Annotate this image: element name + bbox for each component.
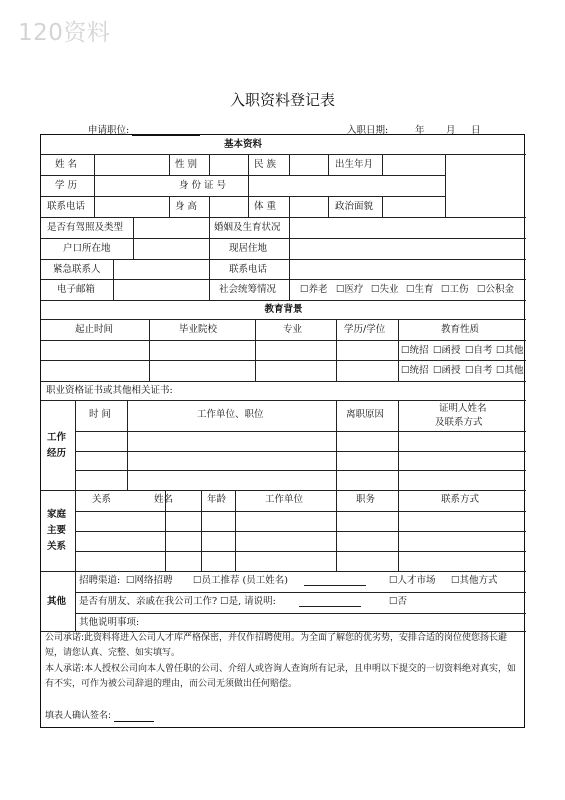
other-notes-label: 其他说明事项:	[79, 617, 140, 628]
label-gender: 性 别	[175, 159, 198, 170]
label-id-number: 身 份 证 号	[179, 180, 227, 191]
work-label-2: 经历	[47, 448, 67, 459]
checkbox-maternity[interactable]: ☐生育	[406, 284, 434, 295]
label-email: 电子邮箱	[57, 284, 96, 295]
family-col-relation: 关系	[92, 494, 112, 505]
work-col-unit: 工作单位、职位	[197, 409, 264, 420]
label-birth: 出生年月	[335, 159, 374, 170]
checkbox-talent-market[interactable]: ☐人才市场	[389, 575, 436, 586]
edu-col-period: 起止时间	[75, 324, 114, 335]
label-politics: 政治面貌	[335, 201, 374, 212]
checkbox-injury[interactable]: ☐工伤	[441, 284, 469, 295]
label-residence: 现居住地	[229, 243, 268, 254]
label-hukou: 户口所在地	[63, 243, 111, 254]
checkbox-edu1-selfstudy[interactable]: ☐自考	[465, 345, 493, 356]
certificates-label: 职业资格证书或其他相关证书:	[46, 385, 173, 396]
date-day: 日	[471, 125, 481, 136]
relatives-question: 是否有朋友、亲戚在我公司工作? ☐是, 请说明:	[79, 596, 276, 607]
checkbox-edu2-fulltime[interactable]: ☐统招	[401, 365, 429, 376]
checkbox-edu2-correspondence[interactable]: ☐函授	[433, 365, 461, 376]
work-col-reason: 离职原因	[346, 409, 385, 420]
relatives-explain-input[interactable]	[299, 606, 361, 607]
checkbox-medical[interactable]: ☐医疗	[336, 284, 364, 295]
label-weight: 体 重	[254, 201, 277, 212]
family-label-2: 主要	[47, 525, 67, 536]
date-year: 年	[415, 125, 425, 136]
label-contact-phone: 联系电话	[229, 264, 268, 275]
label-ethnicity: 民 族	[254, 159, 277, 170]
checkbox-unemployment[interactable]: ☐失业	[371, 284, 399, 295]
label-education: 学 历	[55, 180, 78, 191]
edu-col-school: 毕业院校	[179, 324, 218, 335]
date-label: 入职日期:	[347, 125, 389, 136]
watermark: 120资料	[18, 20, 111, 46]
form-title: 入职资料登记表	[229, 91, 335, 109]
work-label-1: 工作	[47, 432, 67, 443]
checkbox-online-recruitment[interactable]: ☐网络招聘	[126, 575, 173, 586]
work-col-time: 时 间	[89, 409, 112, 420]
work-col-reference-1: 证明人姓名	[439, 403, 487, 414]
signature-field	[45, 710, 154, 722]
edu-col-degree: 学历/学位	[344, 324, 386, 335]
section-basic-info: 基本资料	[223, 139, 262, 150]
label-driver-license: 是否有驾照及类型	[47, 222, 124, 233]
label-marriage: 婚姻及生育状况	[214, 222, 281, 233]
checkbox-edu2-other[interactable]: ☐其他	[496, 365, 524, 376]
checkbox-relatives-no[interactable]: ☐否	[389, 596, 408, 607]
checkbox-edu2-selfstudy[interactable]: ☐自考	[465, 365, 493, 376]
family-label-1: 家庭	[47, 509, 67, 520]
family-col-name: 姓名	[154, 494, 174, 505]
checkbox-other-channel[interactable]: ☐其他方式	[451, 575, 498, 586]
date-month: 月	[446, 125, 456, 136]
checkbox-edu1-other[interactable]: ☐其他	[496, 345, 524, 356]
checkbox-edu1-fulltime[interactable]: ☐统招	[401, 345, 429, 356]
work-col-reference-2: 及联系方式	[435, 417, 483, 428]
self-pledge: 本人承诺:本人授权公司向本人曾任职的公司、介绍人或咨询人查询所有记录，且申明以下提交的一切资料绝对真实，如有不实，可作为被公司辞退的理由，而公司无须做出任何赔偿。	[45, 664, 517, 689]
section-education: 教育背景	[264, 304, 303, 315]
edu-col-major: 专业	[283, 324, 303, 335]
signature-input[interactable]	[114, 712, 154, 722]
family-col-employer: 工作单位	[265, 494, 304, 505]
checkbox-edu1-correspondence[interactable]: ☐函授	[433, 345, 461, 356]
label-social-insurance: 社会统筹情况	[219, 284, 277, 295]
family-col-age: 年龄	[207, 494, 227, 505]
label-emergency-contact: 紧急联系人	[53, 264, 101, 275]
checkbox-housing-fund[interactable]: ☐公积金	[477, 284, 515, 295]
family-label-3: 关系	[47, 541, 67, 552]
position-label: 申请职位:	[88, 125, 130, 136]
signature-label: 填表人确认签名:	[45, 711, 112, 721]
company-pledge: 公司承诺:此资料将进入公司人才库严格保密，并仅作招聘使用。为全面了解您的优劣势，安排合适的岗位使您扬长避短，请您认真、完整、如实填写。	[45, 633, 508, 658]
checkbox-pension[interactable]: ☐养老	[300, 284, 328, 295]
label-height: 身 高	[175, 201, 198, 212]
edu-col-nature: 教育性质	[441, 324, 480, 335]
referrer-name-input[interactable]	[304, 585, 366, 586]
family-col-contact: 联系方式	[441, 494, 480, 505]
label-phone: 联系电话	[47, 201, 86, 212]
checkbox-employee-referral[interactable]: ☐员工推荐 (员工姓名)	[193, 575, 288, 586]
family-col-position: 职务	[356, 494, 376, 505]
label-name: 姓 名	[55, 159, 78, 170]
channel-label: 招聘渠道:	[79, 575, 121, 586]
other-label: 其他	[47, 596, 67, 607]
